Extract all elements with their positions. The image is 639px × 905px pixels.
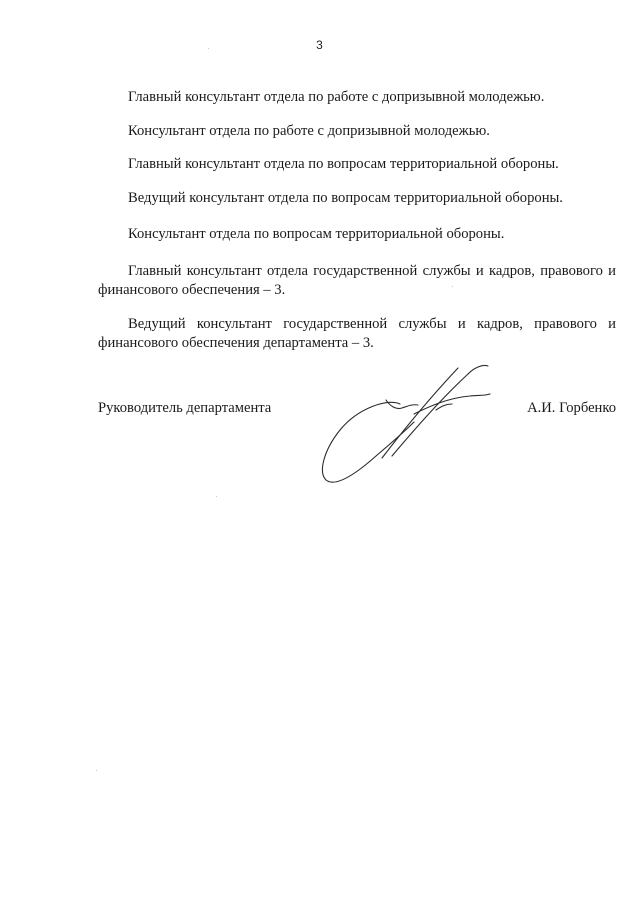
signatory-title: Руководитель департамента (98, 400, 272, 416)
scan-speck (96, 770, 97, 771)
scan-speck (216, 496, 217, 497)
paragraph-3: Главный консультант отдела по вопросам территориальной обороны. (128, 156, 559, 172)
signatory-name: А.И. Горбенко (527, 400, 616, 416)
paragraph-6: Главный консультант отдела государственной службы и кадров, правового и финансового обеспечения – 3. (98, 263, 616, 298)
scan-speck (452, 286, 453, 287)
paragraph-4: Ведущий консультант отдела по вопросам территориальной обороны. (128, 190, 563, 206)
paragraph-7: Ведущий консультант государственной службы и кадров, правового и финансового обеспечения департамента – 3. (98, 316, 616, 351)
paragraph-1: Главный консультант отдела по работе с допризывной молодежью. (128, 89, 545, 105)
paragraph-5: Консультант отдела по вопросам территориальной обороны. (128, 226, 505, 242)
scan-speck (208, 48, 209, 49)
handwritten-signature (318, 360, 496, 488)
paragraph-2: Консультант отдела по работе с допризывной молодежью. (128, 123, 490, 139)
page-number: 3 (316, 38, 323, 52)
